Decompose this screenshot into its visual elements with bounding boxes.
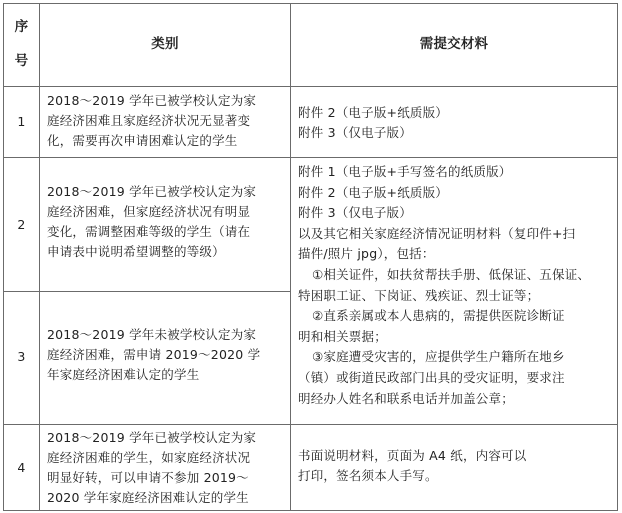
row3-category-line-2: 庭经济困难，需申请 2019～2020 学 — [47, 347, 261, 362]
row4-category-line-3: 明显好转，可以申请不参加 2019～ — [47, 470, 249, 485]
col-divider-2 — [290, 3, 291, 511]
shared-materials-line-2: 附件 2（电子版+纸质版） — [298, 184, 449, 200]
row4-materials — [298, 446, 614, 486]
shared-materials-line-5: 描件/照片 jpg），包括： — [298, 246, 435, 262]
row1-materials — [298, 103, 614, 143]
header-bottom-line — [3, 86, 618, 87]
header-category: 类别 — [151, 36, 179, 52]
table-border-bottom — [3, 510, 618, 511]
row2-category-line-2: 庭经济困难，但家庭经济状况有明显 — [47, 204, 251, 219]
row1-bottom-line — [3, 157, 618, 158]
shared-materials-line-9: 明和相关票据； — [298, 328, 387, 344]
shared-materials-line-10: ③家庭遭受灾害的，应提供学生户籍所在地乡 — [312, 349, 565, 365]
row2-no: 2 — [17, 217, 26, 232]
row4-category — [47, 428, 287, 508]
row2-bottom-line — [3, 291, 290, 292]
table-border-top — [3, 3, 618, 4]
row1-no: 1 — [17, 114, 26, 129]
shared-materials-line-11: （镇）或街道民政部门出具的受灾证明，要求注 — [298, 369, 565, 385]
row1-category — [47, 91, 287, 151]
row4-category-line-1: 2018～2019 学年已被学校认定为家 — [47, 430, 257, 445]
shared-materials — [298, 162, 616, 409]
row4-materials-line-2: 打印，签名须本人手写。 — [298, 468, 438, 483]
row4-no: 4 — [17, 460, 26, 475]
shared-materials-line-6: ①相关证件，如扶贫帮扶手册、低保证、五保证、 — [312, 266, 591, 282]
row1-category-line-2: 庭经济困难且家庭经济状况无显著变 — [47, 113, 251, 128]
row3-no: 3 — [17, 349, 26, 364]
row1-materials-line-1: 附件 2（电子版+纸质版） — [298, 105, 449, 120]
header-no — [4, 10, 39, 78]
row3-category-line-3: 年家庭经济困难认定的学生 — [47, 367, 200, 382]
row3-bottom-line — [3, 424, 618, 425]
shared-materials-line-8: ②直系亲属或本人患病的，需提供医院诊断证 — [312, 308, 565, 324]
header-no-line-2: 号 — [14, 53, 29, 69]
header-no-line-1: 序 — [14, 19, 29, 35]
table-border-left — [3, 3, 4, 511]
row1-category-line-3: 化，需要再次申请困难认定的学生 — [47, 133, 238, 148]
header-materials: 需提交材料 — [419, 36, 489, 52]
row2-category-line-4: 申请表中说明希望调整的等级） — [47, 244, 225, 259]
row2-category-line-3: 变化，需调整困难等级的学生（请在 — [47, 224, 251, 239]
row4-category-line-4: 2020 学年家庭经济困难认定的学生 — [47, 490, 249, 505]
row3-category-line-1: 2018～2019 学年未被学校认定为家 — [47, 327, 257, 342]
row1-materials-line-2: 附件 3（仅电子版） — [298, 125, 412, 140]
shared-materials-line-3: 附件 3（仅电子版） — [298, 205, 412, 221]
row2-category-line-1: 2018～2019 学年已被学校认定为家 — [47, 184, 257, 199]
row1-category-line-1: 2018～2019 学年已被学校认定为家 — [47, 93, 257, 108]
shared-materials-line-12: 明经办人姓名和联系电话并加盖公章； — [298, 390, 514, 406]
shared-materials-line-1: 附件 1（电子版+手写签名的纸质版） — [298, 164, 512, 179]
row4-category-line-2: 庭经济困难的学生，如家庭经济状况 — [47, 450, 251, 465]
row3-category — [47, 325, 287, 385]
row2-category — [47, 182, 287, 262]
table-border-right — [617, 3, 618, 511]
row4-materials-line-1: 书面说明材料，页面为 A4 纸，内容可以 — [298, 448, 527, 463]
shared-materials-line-4: 以及其它相关家庭经济情况证明材料（复印件+扫 — [298, 225, 576, 241]
col-divider-1 — [39, 3, 40, 511]
shared-materials-line-7: 特困职工证、下岗证、残疾证、烈士证等； — [298, 287, 540, 303]
